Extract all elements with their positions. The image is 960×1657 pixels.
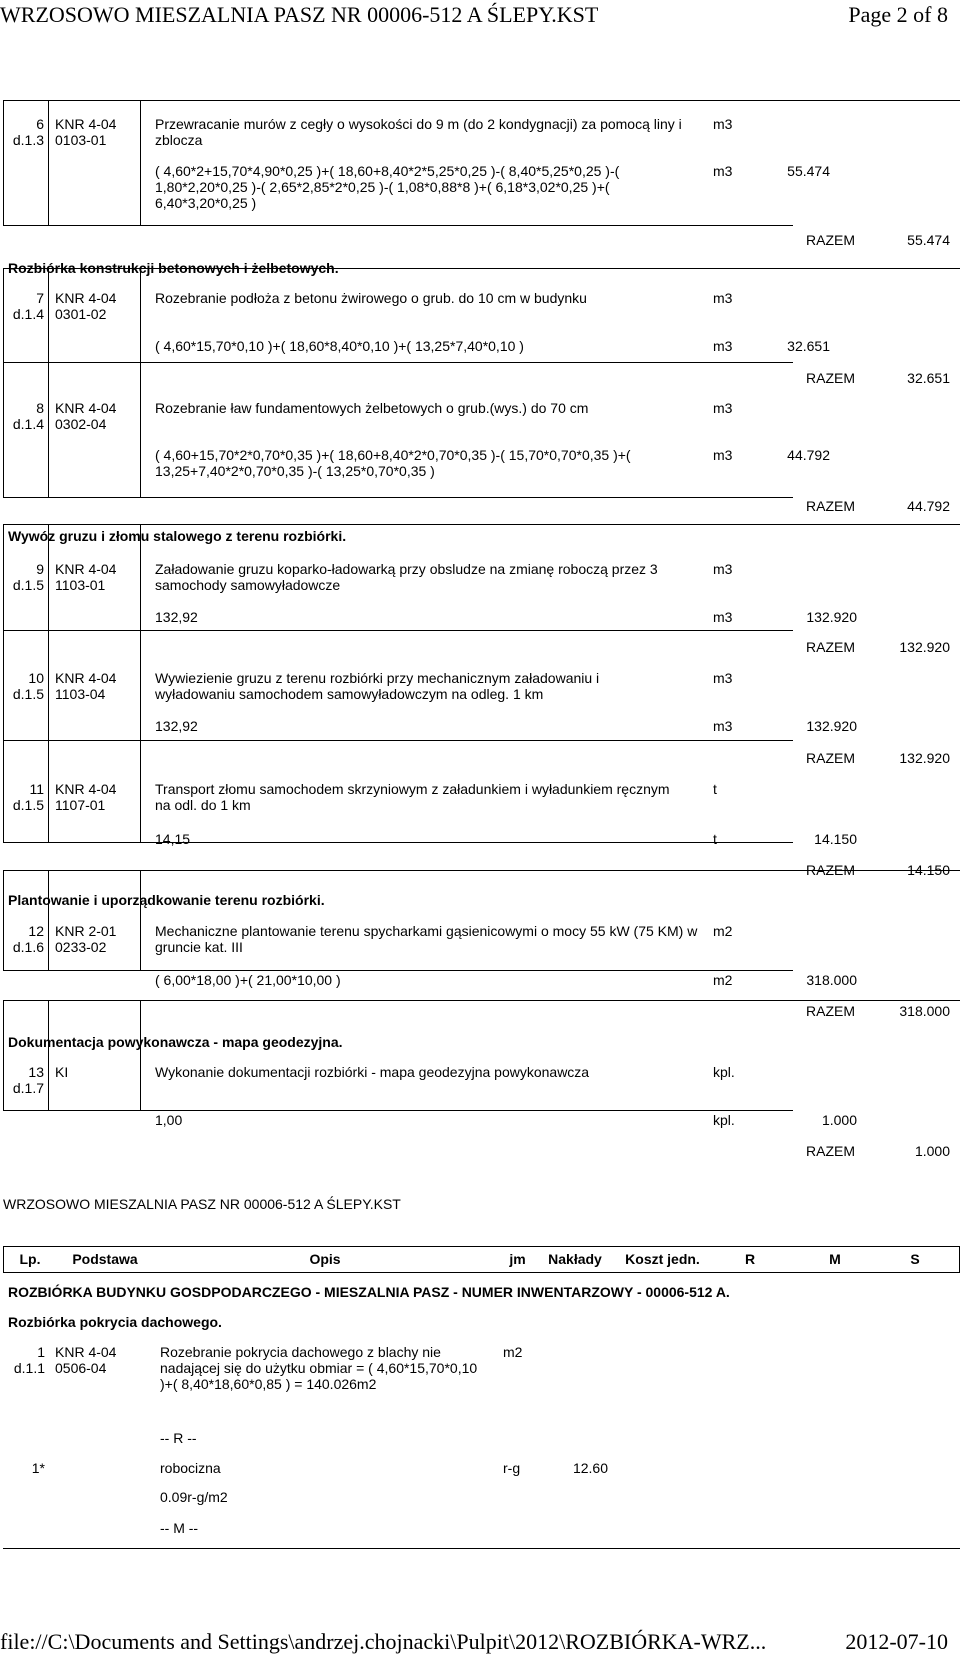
file-path: file://C:\Documents and Settings\andrzej.chojnacki\Pulpit\2012\ROZBIÓRKA-WRZ... — [0, 1629, 767, 1654]
item-basis-code: 1103-04 — [55, 686, 106, 702]
item-number: 6 — [36, 116, 44, 132]
item-subsection: d.1.5 — [12, 577, 44, 593]
row-divider — [3, 362, 793, 363]
column-header-podstawa: Podstawa — [72, 1251, 138, 1267]
column-separator — [48, 1000, 49, 1110]
document-title: WRZOSOWO MIESZALNIA PASZ NR 00006-512 A ŚLEPY.KST — [0, 2, 599, 27]
item-unit: m3 — [713, 290, 733, 306]
item-number: 9 — [36, 561, 44, 577]
razem-value: 132.920 — [899, 750, 950, 766]
item-subsection: d.1.5 — [12, 797, 44, 813]
labor-section-label: -- R -- — [160, 1430, 197, 1446]
item-basis-code: 0301-02 — [55, 306, 107, 322]
item-calculation: ( 4,60*2+15,70*4,90*0,25 )+( 18,60+8,40*2*5,25*0,25 )-( 8,40*5,25*0,25 )-( 1,80*2,20*0,25 )-( 2,65*2,85*2*0,25 )-( 1,08*0,88*8 )+( 6,18*3,02*0,25 )+( 6,40*3,20*0,25 ) — [155, 163, 620, 211]
item-calculation: 14,15 — [155, 831, 191, 847]
item-number: 12 — [28, 923, 44, 939]
row-divider — [3, 100, 960, 101]
row-divider — [3, 225, 793, 226]
item-basis-code: 1107-01 — [55, 797, 106, 813]
row-description: robocizna — [160, 1460, 221, 1476]
row-basis: KNR 4-04 — [55, 1344, 117, 1360]
razem-value: 1.000 — [914, 1143, 950, 1159]
print-date: 2012-07-10 — [845, 1629, 948, 1654]
row-number: 1* — [31, 1460, 45, 1476]
calc-unit: m3 — [713, 338, 733, 354]
item-subsection: d.1.5 — [12, 686, 44, 702]
item-unit: kpl. — [713, 1064, 735, 1080]
item-description: Transport złomu samochodem skrzyniowym z załadunkiem i wyładunkiem ręcznym na odl. do 1 km — [155, 781, 670, 813]
item-calculation: 1,00 — [155, 1112, 183, 1128]
item-basis: KNR 4-04 — [55, 290, 117, 306]
razem-label: RAZEM — [806, 639, 855, 655]
razem-label: RAZEM — [806, 370, 855, 386]
item-description: Przewracanie murów z cegły o wysokości do 9 m (do 2 kondygnacji) za pomocą liny i zblocza — [155, 116, 682, 148]
materials-section-label: -- M -- — [160, 1520, 199, 1536]
row-description: Rozebranie pokrycia dachowego z blachy nie nadającej się do użytku obmiar = ( 4,60*15,70*0,10 )+( 8,40*18,60*0,85 ) = 140.026m2 — [160, 1344, 478, 1392]
row-number: 1 — [37, 1344, 45, 1360]
item-basis: KI — [55, 1064, 69, 1080]
column-separator — [48, 268, 49, 497]
row-subsection: d.1.1 — [13, 1360, 45, 1376]
column-header-r: R — [744, 1251, 756, 1267]
item-subsection: d.1.7 — [12, 1080, 44, 1096]
item-calculation: 132,92 — [155, 609, 198, 625]
item-basis: KNR 4-04 — [55, 116, 117, 132]
item-number: 10 — [28, 670, 44, 686]
razem-label: RAZEM — [806, 498, 855, 514]
calc-unit: kpl. — [713, 1112, 735, 1128]
calc-unit: t — [713, 831, 717, 847]
item-basis: KNR 4-04 — [55, 561, 117, 577]
header-border-left — [3, 1246, 4, 1272]
razem-label: RAZEM — [806, 750, 855, 766]
labor-rate-note: 0.09r-g/m2 — [160, 1489, 228, 1505]
table-sub-heading: Rozbiórka pokrycia dachowego. — [8, 1314, 222, 1330]
calc-unit: m3 — [713, 447, 733, 463]
column-separator — [140, 1000, 141, 1110]
calc-value: 14.150 — [814, 831, 857, 847]
item-basis-code: 0233-02 — [55, 939, 107, 955]
item-unit: m3 — [713, 116, 733, 132]
column-header-jm: jm — [509, 1251, 526, 1267]
table-border-bottom — [3, 1548, 960, 1549]
table-border-left — [3, 524, 4, 842]
item-basis-code: 1103-01 — [55, 577, 106, 593]
item-basis-code: 0103-01 — [55, 132, 107, 148]
razem-label: RAZEM — [806, 232, 855, 248]
second-document-title: WRZOSOWO MIESZALNIA PASZ NR 00006-512 A ŚLEPY.KST — [3, 1196, 401, 1212]
item-basis: KNR 4-04 — [55, 781, 117, 797]
section-heading: Plantowanie i uporządkowanie terenu rozbiórki. — [8, 892, 325, 908]
item-description: Wykonanie dokumentacji rozbiórki - mapa geodezyjna powykonawcza — [155, 1064, 590, 1080]
calc-value: 132.920 — [806, 718, 857, 734]
item-description: Rozebranie ław fundamentowych żelbetowych o grub.(wys.) do 70 cm — [155, 400, 589, 416]
column-separator — [48, 524, 49, 842]
item-subsection: d.1.3 — [12, 132, 44, 148]
header-divider — [3, 1272, 960, 1273]
item-calculation: ( 6,00*18,00 )+( 21,00*10,00 ) — [155, 972, 341, 988]
row-naklady: 12.60 — [572, 1460, 608, 1476]
item-calculation: ( 4,60*15,70*0,10 )+( 18,60*8,40*0,10 )+( 13,25*7,40*0,10 ) — [155, 338, 524, 354]
row-basis-code: 0506-04 — [55, 1360, 107, 1376]
calc-value: 55.474 — [787, 163, 830, 179]
razem-value: 14.150 — [907, 862, 950, 878]
item-unit: m2 — [713, 923, 733, 939]
table-border-left — [3, 870, 4, 970]
item-number: 7 — [36, 290, 44, 306]
calc-value: 318.000 — [806, 972, 857, 988]
calc-unit: m3 — [713, 609, 733, 625]
column-header-m: M — [829, 1251, 841, 1267]
calc-unit: m3 — [713, 718, 733, 734]
item-description: Mechaniczne plantowanie terenu spycharkami gąsienicowymi o mocy 55 kW (75 KM) w gruncie kat. III — [155, 923, 698, 955]
section-heading: Dokumentacja powykonawcza - mapa geodezyjna. — [8, 1034, 343, 1050]
item-calculation: ( 4,60+15,70*2*0,70*0,35 )+( 18,60+8,40*2*0,70*0,35 )-( 15,70*0,70*0,35 )+( 13,25+7,40*2*0,70*0,35 )-( 13,25*0,70*0,35 ) — [155, 447, 631, 479]
column-header-koszt: Koszt jedn. — [625, 1251, 700, 1267]
razem-value: 44.792 — [907, 498, 950, 514]
row-divider — [3, 497, 793, 498]
column-separator — [140, 100, 141, 225]
column-separator — [48, 870, 49, 970]
item-basis: KNR 4-04 — [55, 670, 117, 686]
table-border-left — [3, 268, 4, 497]
calc-value: 32.651 — [787, 338, 830, 354]
item-basis: KNR 4-04 — [55, 400, 117, 416]
column-header-opis: Opis — [309, 1251, 341, 1267]
page-indicator: Page 2 of 8 — [848, 2, 948, 27]
column-header-s: S — [910, 1251, 920, 1267]
calc-unit: m2 — [713, 972, 733, 988]
column-header-lp: Lp. — [19, 1251, 41, 1267]
item-calculation: 132,92 — [155, 718, 198, 734]
table-border-top — [3, 1246, 960, 1247]
item-description: Załadowanie gruzu koparko-ładowarką przy obsludze na zmianę roboczą przez 3 samochody samowyładowcze — [155, 561, 658, 593]
razem-value: 32.651 — [907, 370, 950, 386]
razem-label: RAZEM — [806, 1143, 855, 1159]
item-description: Wywiezienie gruzu z terenu rozbiórki przy mechanicznym załadowaniu i wyładowaniu samochodem samowyładowczym na odleg. 1 km — [155, 670, 600, 702]
calc-value: 44.792 — [787, 447, 830, 463]
section-heading: Wywóz gruzu i złomu stalowego z terenu rozbiórki. — [8, 528, 347, 544]
item-number: 13 — [28, 1064, 44, 1080]
razem-label: RAZEM — [806, 1003, 855, 1019]
column-header-naklady: Nakłady — [548, 1251, 602, 1267]
item-unit: m3 — [713, 400, 733, 416]
item-basis: KNR 2-01 — [55, 923, 117, 939]
calc-unit: m3 — [713, 163, 733, 179]
section-heading: Rozbiórka konstrukcji betonowych i żelbetowych. — [8, 260, 339, 276]
razem-value: 318.000 — [899, 1003, 950, 1019]
item-unit: m3 — [713, 670, 733, 686]
item-basis-code: 0302-04 — [55, 416, 107, 432]
row-unit: r-g — [503, 1460, 521, 1476]
column-separator — [140, 870, 141, 970]
razem-label: RAZEM — [806, 862, 855, 878]
calc-value: 1.000 — [821, 1112, 857, 1128]
item-number: 11 — [29, 781, 44, 797]
row-unit: m2 — [503, 1344, 523, 1360]
row-divider — [3, 740, 793, 741]
row-divider — [3, 970, 793, 971]
item-subsection: d.1.6 — [12, 939, 44, 955]
row-divider — [3, 1110, 793, 1111]
item-subsection: d.1.4 — [12, 306, 44, 322]
item-unit: m3 — [713, 561, 733, 577]
row-divider — [3, 1000, 960, 1001]
table-main-heading: ROZBIÓRKA BUDYNKU GOSDPODARCZEGO - MIESZALNIA PASZ - NUMER INWENTARZOWY - 00006-512 A. — [8, 1284, 730, 1300]
row-divider — [3, 842, 793, 843]
column-separator — [48, 100, 49, 225]
calc-value: 132.920 — [806, 609, 857, 625]
item-unit: t — [713, 781, 717, 797]
item-number: 8 — [36, 400, 44, 416]
row-divider — [3, 524, 960, 525]
column-separator — [140, 524, 141, 842]
row-divider — [3, 630, 793, 631]
item-description: Rozebranie podłoża z betonu żwirowego o grub. do 10 cm w budynku — [155, 290, 587, 306]
razem-value: 55.474 — [907, 232, 950, 248]
column-separator — [140, 268, 141, 497]
table-border-left — [3, 100, 4, 225]
item-subsection: d.1.4 — [12, 416, 44, 432]
razem-value: 132.920 — [899, 639, 950, 655]
